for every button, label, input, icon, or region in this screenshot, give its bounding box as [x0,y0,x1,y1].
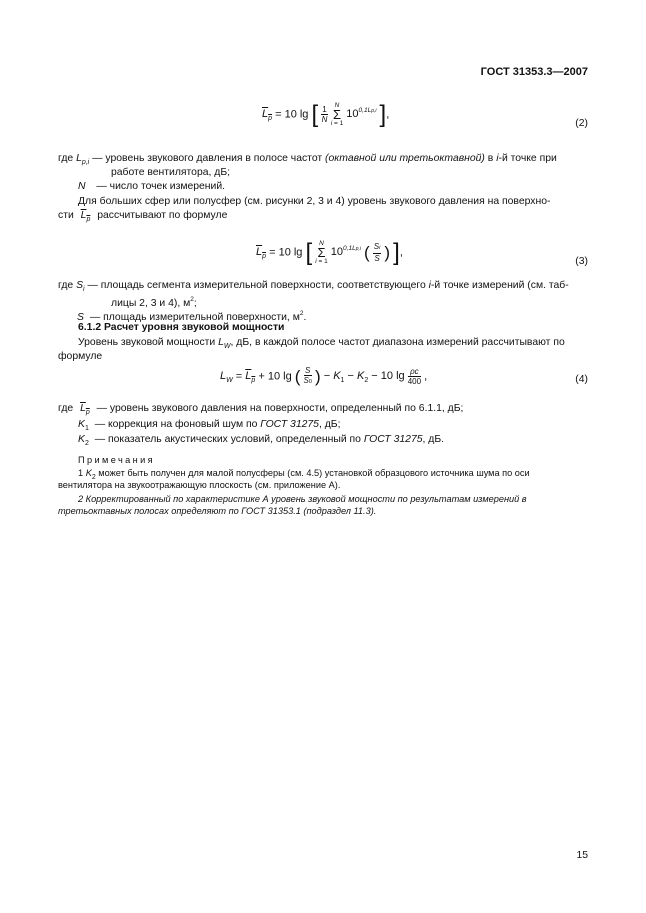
equation-number-3: (3) [575,256,588,267]
paragraph-large-spheres-line1: Для больших сфер или полусфер (см. рисунки 2, 3 и 4) уровень звукового давления на поверхно- [78,196,551,207]
note-1: 1 $K_2$ может быть получен для малой полусферы (см. 4.5) установкой образцового источника шума по оси [78,468,530,481]
where-4-lp: где $L_p$ — уровень звукового давления на поверхности, определенный по 6.1.1, дБ; [58,403,464,416]
note-2-line1: 2 Корректированный по характеристике А уровень звуковой мощности по результатам измерений в [78,494,527,504]
section-paragraph-line1: Уровень звуковой мощности $L_W$, дБ, в каждой полосе частот диапазона измерений рассчитывают по [78,337,565,350]
section-paragraph-line2: формуле [58,351,103,362]
where-4-k1: $K_1$ — коррекция на фоновый шум по ГОСТ 31275, дБ; [78,419,341,432]
where-4-k2: $K_2$ — показатель акустических условий, определенный по ГОСТ 31275, дБ. [78,434,445,447]
where-2-lpi-line2: работе вентилятора, дБ; [111,167,231,178]
equation-number-4: (4) [575,374,588,385]
where-3-s: S — площадь измерительной поверхности, $м^2$. [77,310,307,323]
notes-title: Примечания [78,455,156,465]
note-2-line2: третьоктавных полосах определяют по ГОСТ 31353.1 (подраздел 11.3). [58,506,377,516]
paragraph-large-spheres-line2: сти $L_p$ рассчитывают по формуле [58,210,228,223]
where-3-si-line2: лицы 2, 3 и 4), $м^2$; [111,296,197,309]
standard-header: ГОСТ 31353.3—2007 [480,66,588,78]
where-2-lpi: где $L_{p,i}$ — уровень звукового давления в полосе частот (октавной или третьоктавной) в i-й точке при [58,153,557,166]
note-1-line2: вентилятора на звукоотражающую плоскость (см. приложение А). [58,480,341,490]
section-heading-6-1-2: 6.1.2 Расчет уровня звуковой мощности [78,322,285,333]
formula-3: $L_p = 10$ lg [ N Σ i = 1 $10^{0,1Lp,i}$ ( $\frac{Si}{S}$ ) ], [256,238,403,266]
where-2-n: N — число точек измерений. [78,181,226,192]
formula-4: $L_W = L_p + 10$ lg ( $\frac{S}{S0}$ ) − $K_1 - K_2 - 10$ lg $\frac{\rho c}{400}$ , [220,366,428,386]
formula-2: $L_p = 10$ lg [ $\frac{1}{N}$ N Σ i = 1 $10^{0,1Lp,i}$ ], [262,100,390,128]
where-3-si: где $S_i$ — площадь сегмента измерительной поверхности, соответствующего i-й точке измерений (см. таб- [58,280,569,293]
equation-number-2: (2) [575,118,588,129]
page-number: 15 [576,850,588,861]
